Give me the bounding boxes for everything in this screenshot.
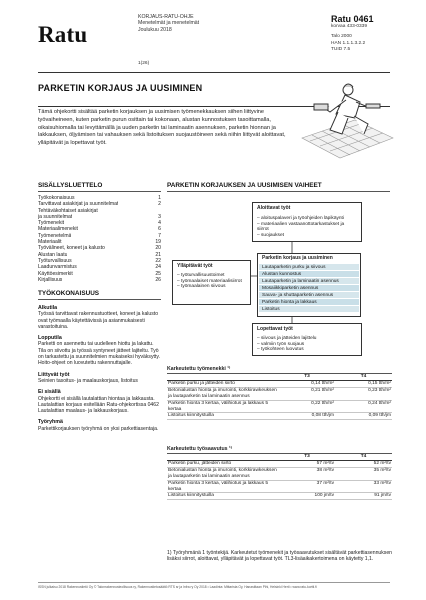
table-cell-t4: 91 jm/tv <box>335 493 392 500</box>
phase-step: Mosaiikkiparketin asennus <box>259 285 359 292</box>
aloittavat-list <box>257 216 357 239</box>
table-cell-label: Betonialustan hionta ja imurointi, korkkirawkeuksen ja lautaparketin tai laminaatin asennus <box>167 387 279 400</box>
header-right-line: korvaa 433-0339 <box>331 24 368 29</box>
table-row <box>167 480 392 493</box>
table2-caption: Karkeutettu työsaavutus ¹⁾ <box>167 446 232 452</box>
card-number: Ratu 0461 <box>331 14 374 24</box>
table-cell-t3: 37 m²/tv <box>279 480 335 493</box>
lopettavat-box <box>252 323 362 356</box>
table-cell-t3: 100 jm/tv <box>279 493 335 500</box>
table-cell-t4: 35 m²/tv <box>335 467 392 480</box>
table-cell-t4: 0,09 tth/jm <box>335 413 392 420</box>
yllapitavat-item: – työmaalainen siivous <box>177 284 246 290</box>
toc-page: 25 <box>155 270 161 277</box>
footer-divider <box>38 582 390 583</box>
toc-label: Työmenekit <box>38 220 65 227</box>
table-cell-t3: 0,08 tth/jm <box>279 413 335 420</box>
toc-label: Materiaalit <box>38 239 62 246</box>
table-row <box>167 467 392 480</box>
table-row <box>167 460 392 467</box>
kokonaisuus-heading: TYÖKOKONAISUUS <box>38 290 100 297</box>
toc-page: 22 <box>155 257 161 264</box>
header-line: Joulukuu 2018 <box>138 26 172 33</box>
table-row <box>167 493 392 500</box>
diagram-heading: PARKETIN KORJAUKSEN JA UUSIMISEN VAIHEET <box>167 182 322 189</box>
toc-heading: SISÄLLYSLUETTELO <box>38 182 103 189</box>
eisisally-heading: Ei sisällä <box>38 389 61 396</box>
work-consumption-table <box>167 374 392 420</box>
table-row <box>167 413 392 420</box>
toc-label: Tehtäväkohtaiset asiakirjat <box>38 207 98 214</box>
yllapitavat-title: Ylläpitävät työt <box>177 263 213 269</box>
toc-underline <box>38 191 161 192</box>
toc-label: Laadunvarmistus <box>38 264 77 271</box>
phase-step: Lautaparketin purku ja siivous <box>259 264 359 271</box>
parquet-worker-illustration <box>300 78 395 160</box>
lopputila-heading: Lopputila <box>38 335 62 342</box>
work-output-table <box>167 454 392 500</box>
alkutila-text: Työssä tarvittavat rakennustuotteet, koneet ja kalusto ovat työmaalla käytettävissä ja asianmukaisesti varastoituina. <box>38 311 159 330</box>
header-right-line: TUID 7.5 <box>331 46 351 52</box>
page-number: 1(26) <box>138 61 150 66</box>
footer-text: ISSN julkaisu 2018 Rakennustietö Oy © Talonrakennusteollisuus ry, Rakennustietosäätiö RTS sr ja Infra ry Oy 2018 • Laadinta: Mittarista Oy, Hanastitaan Pihi, Helsinki Herti • www.ratu-kortti.fi <box>38 585 317 589</box>
phase-step: Parketin hionta ja lakkaus <box>259 299 359 306</box>
table-cell-label: Parketin purku, jätteiden siirto <box>167 460 279 467</box>
table-cell-label: Betonialustan hionta ja imurointi, korkkirawkeuksen ja lautaparketin tai laminaatin asennus <box>167 467 279 480</box>
table-cell-t4: 33 m²/tv <box>335 480 392 493</box>
table1-caption: Karkeutettu työmenekki ¹⁾ <box>167 366 231 372</box>
aloittavat-title: Aloittavat työt <box>257 205 291 211</box>
footnote: 1) Työryhmänä 1 työntekijä. Karkeutetut työmenekit ja työsaavutukset sisältävät parkettiasennuksen lisäksi siirrot, aloittavat, ylläpitävät ja lopettavat työt. TL3-lisäaikakertoimena on käytetty 1,1. <box>167 550 393 563</box>
toc-page: 4 <box>158 220 161 227</box>
alkutila-heading: Alkutila <box>38 305 58 311</box>
aloittavat-item: – suojaukset <box>257 233 357 239</box>
table-cell-t4: 0,24 tth/m² <box>335 400 392 413</box>
header-divider <box>38 72 390 73</box>
yllapitavat-list <box>177 273 246 290</box>
header-line: Menetelmät ja menetelmät <box>138 20 200 27</box>
main-phase-box <box>257 253 361 317</box>
toc-label: Työkokonaisuus <box>38 195 75 201</box>
toc-label: Alustan laatu <box>38 251 68 258</box>
phase-step: Listoitus <box>259 306 359 313</box>
yllapitavat-box <box>172 260 251 305</box>
toc-page: 2 <box>158 201 161 208</box>
toc-page: 26 <box>155 276 161 283</box>
table-cell-label: Listoitus kiinnitystuilla <box>167 493 279 500</box>
table-header-t3: T3 <box>279 454 335 460</box>
toc-row <box>38 277 161 283</box>
toc-label: Käyttöesimerkit <box>38 270 73 277</box>
toc-page: 6 <box>158 226 161 233</box>
table-cell-label: Listoitus kiinnitystuilla <box>167 413 279 420</box>
header-right-line: HAN 1.1.1.3.2.2 <box>331 40 366 46</box>
toc-page: 19 <box>155 239 161 246</box>
toc-label: Työturvallisuus <box>38 257 72 264</box>
toc-page: 21 <box>155 251 161 258</box>
tyoryhma-text: Parkettikorjauksen työryhmä on yksi parkettiasentaja. <box>38 425 159 432</box>
kokonaisuus-underline <box>38 299 161 300</box>
header-right-line: Talo 2000 <box>331 34 352 40</box>
phase-step: Alustan kunnostus <box>259 271 359 278</box>
table-header-t4: T4 <box>335 454 392 460</box>
eisisally-text: Ohjekortti ei sisällä lautalattian hiontaa ja lakkausta. Lautalattian korjaus esitellään Ratu-ohjekortissa 0462 Lautalattian maalaus- ja lakkauskorjaus. <box>38 395 159 415</box>
toc-page: 3 <box>158 213 161 220</box>
toc-label: ja suunnitelmat <box>38 213 73 220</box>
phase-steps <box>259 264 359 313</box>
liittyvat-heading: Liittyvät työt <box>38 371 70 378</box>
aloittavat-item: – aloituspalaveri ja työohjeiden läpikäynti <box>257 216 357 222</box>
lopettavat-item: – valmiin työn suojaus <box>257 342 357 348</box>
table-cell-t4: 0,23 tth/m² <box>335 387 392 400</box>
toc-page: 20 <box>155 245 161 252</box>
table-cell-t3: 0,14 tth/m² <box>279 380 335 387</box>
header-card-info <box>331 14 374 53</box>
table-cell-label: Parketin hionta 3 kertaa, välihiotus ja lakkaus 5 kertaa <box>167 400 279 413</box>
tyoryhma-heading: Työryhmä <box>38 419 63 426</box>
phase-step: Sauva- ja shuttaparketin asennus <box>259 292 359 299</box>
lopettavat-title: Lopettavat työt <box>257 326 293 332</box>
main-phase-title: Parketin korjaus ja uusiminen <box>262 255 333 261</box>
table-row <box>167 387 392 400</box>
lopettavat-list <box>257 336 357 353</box>
ratu-logo: Ratu <box>38 22 88 47</box>
table-row <box>167 400 392 413</box>
toc-page: 24 <box>155 264 161 271</box>
toc-label: Työmenetelmä <box>38 232 72 239</box>
table-cell-t3: 0,21 tth/m² <box>279 387 335 400</box>
table-cell-label: Parketin hionta 3 kertaa, välihiotus ja lakkaus 5 kertaa <box>167 480 279 493</box>
aloittavat-box <box>252 202 362 242</box>
toc-label: Kirjallisuus <box>38 276 63 283</box>
table-cell-t3: 57 m²/tv <box>279 460 335 467</box>
liittyvat-text: Seinien tasoitus- ja maalauskorjaus, listoitus <box>38 377 138 384</box>
table-cell-t4: 52 m²/tv <box>335 460 392 467</box>
table-cell-t4: 0,15 tth/m² <box>335 380 392 387</box>
header-meta <box>138 14 199 33</box>
table-row <box>167 380 392 387</box>
toc-page: 1 <box>158 195 161 201</box>
lopputila-text: Parketti on asennettu tai uudelleen hiottu ja lakattu. Tila on siivottu ja työssä syntyneet jätteet lajiteltu. Työ on tarkastettu ja suunnitelmien mukaiseksi hyväksytty. Hoito-ohjeet on luovutettu rakennuttajalle. <box>38 341 160 367</box>
yllapitavat-item: – työturvallisuustoimet <box>177 273 246 279</box>
table-header-t4: T4 <box>335 374 392 380</box>
table-cell-label: Parketin purku ja jätteiden siirto <box>167 380 279 387</box>
lopettavat-item: – siivous ja jätteiden lajittelu <box>257 336 357 342</box>
phase-step: Lautaparketin ja laminaatin asennus <box>259 278 359 285</box>
toc-label: Tarvittavat asiakirjat ja suunnitelmat <box>38 201 119 208</box>
document-title: PARKETIN KORJAUS JA UUSIMINEN <box>38 83 203 93</box>
table-of-contents <box>38 195 161 283</box>
lopettavat-item: – työkohteen luovutus <box>257 347 357 353</box>
table-cell-t3: 38 m²/tv <box>279 467 335 480</box>
table-cell-t3: 0,22 tth/m² <box>279 400 335 413</box>
kokonaisuus-content <box>38 302 161 432</box>
toc-label: Työvälineet, koneet ja kalusto <box>38 245 105 252</box>
table-header-t3: T3 <box>279 374 335 380</box>
aloittavat-item: – materiaalien vastaanottotarkastukset ja siirrot <box>257 222 357 234</box>
diagram-underline <box>167 191 390 192</box>
intro-paragraph: Tämä ohjekortti sisältää parketin korjauksen ja uusimisen työmenekkauksen siihen liittyvine työvaiheineen, kuten parketin purun osittain tai kokonaan, alustan kunnostuksen tasoittamalla, oikaisuhiomalla tai levyttämällä ja uuden parketin tai laminaatin asennuksen, parketin hionnan ja lakkauksen, öljyämisen tai vahauksen sekä listoituksen suojaustöineen sekä niihin liittyvät aloittavat, ylläpitävät ja lopettavat työt. <box>38 109 286 147</box>
header-line: KORJAUS-RATU-OHJE <box>138 14 194 20</box>
toc-page: 7 <box>158 232 161 239</box>
yllapitavat-item: – työmaalaiset materiaalisiirrot <box>177 279 246 285</box>
toc-label: Materiaalimenekit <box>38 226 78 233</box>
